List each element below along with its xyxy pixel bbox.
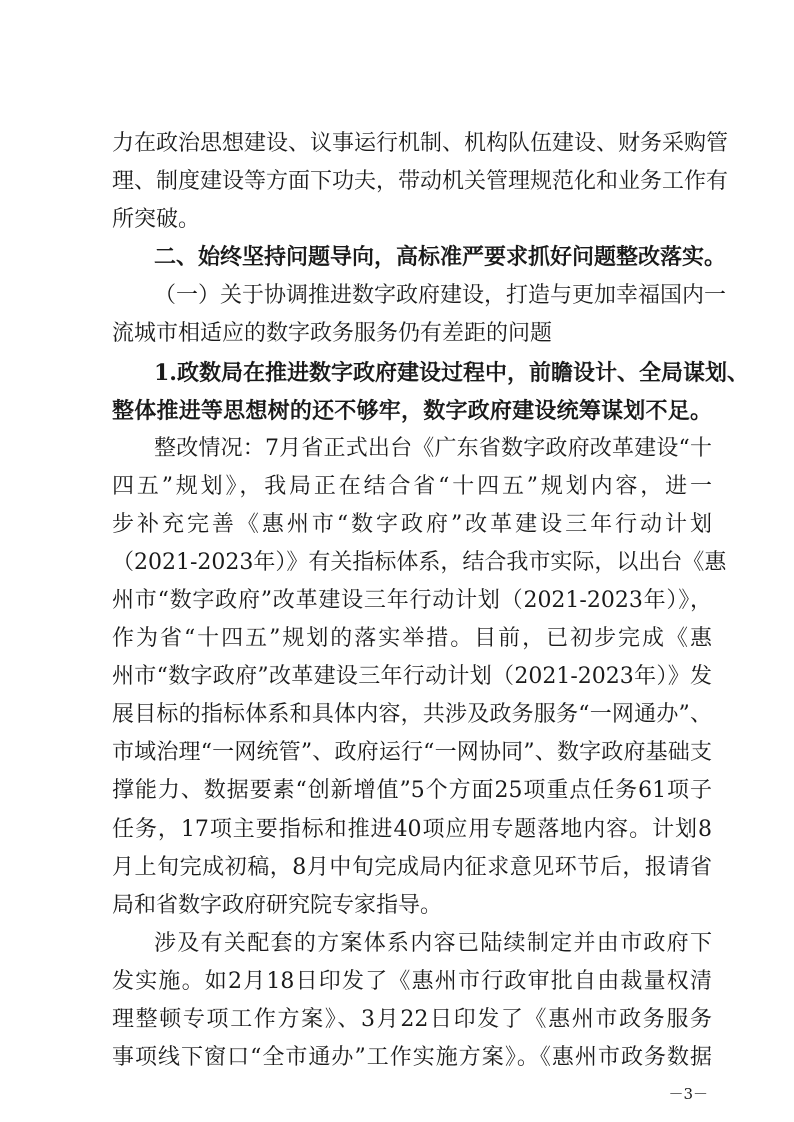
body-line: 四五”规划》，我局正在结合省“十四五”规划内容，进一 <box>112 474 712 499</box>
body-line: 撑能力、数据要素“创新增值”5个方面25项重点任务61项子 <box>112 778 712 803</box>
section-heading: 二、始终坚持问题导向，高标准严要求抓好问题整改落实。 <box>154 245 727 270</box>
body-line: 月上旬完成初稿，8月中旬完成局内征求意见环节后，报请省 <box>112 855 712 880</box>
body-line: 所突破。 <box>112 207 201 232</box>
page-number: －3－ <box>668 1085 708 1103</box>
issue-heading: 1.政数局在推进数字政府建设过程中，前瞻设计、全局谋划、 <box>154 360 749 386</box>
subsection-heading: 流城市相适应的数字政务服务仍有差距的问题 <box>112 321 553 346</box>
body-line: 市域治理“一网统管”、政府运行“一网协同”、数字政府基础支 <box>112 740 712 765</box>
subsection-heading: （一）关于协调推进数字政府建设，打造与更加幸福国内一 <box>154 283 727 308</box>
body-line: 作为省“十四五”规划的落实举措。目前，已初步完成《惠 <box>112 626 712 651</box>
body-line: 事项线下窗口“全市通办”工作实施方案》。《惠州市政务数据 <box>112 1045 712 1070</box>
body-line: 州市“数字政府”改革建设三年行动计划（2021-2023年）》， <box>112 588 712 613</box>
body-line: （2021-2023年）》有关指标体系，结合我市实际，以出台《惠 <box>112 550 727 575</box>
issue-heading: 整体推进等思想树的还不够牢，数字政府建设统筹谋划不足。 <box>112 398 712 424</box>
body-line: 任务，17项主要指标和推进40项应用专题落地内容。计划8 <box>112 817 712 842</box>
body-line: 发实施。如2月18日印发了《惠州市行政审批自由裁量权清 <box>112 969 712 994</box>
body-line: 州市“数字政府”改革建设三年行动计划（2021-2023年）》发 <box>112 664 712 689</box>
body-line: 涉及有关配套的方案体系内容已陆续制定并由市政府下 <box>154 931 712 956</box>
body-line: 理整顿专项工作方案》、3月22日印发了《惠州市政务服务 <box>112 1007 712 1032</box>
body-line: 展目标的指标体系和具体内容，共涉及政务服务“一网通办”、 <box>112 702 712 727</box>
body-line: 力在政治思想建设、议事运行机制、机构队伍建设、财务采购管 <box>112 131 729 156</box>
body-line: 理、制度建设等方面下功夫，带动机关管理规范化和业务工作有 <box>112 169 729 194</box>
body-line: 整改情况：7月省正式出台《广东省数字政府改革建设“十 <box>154 436 712 461</box>
body-line: 步补充完善《惠州市“数字政府”改革建设三年行动计划 <box>112 512 712 537</box>
body-line: 局和省数字政府研究院专家指导。 <box>112 893 443 918</box>
